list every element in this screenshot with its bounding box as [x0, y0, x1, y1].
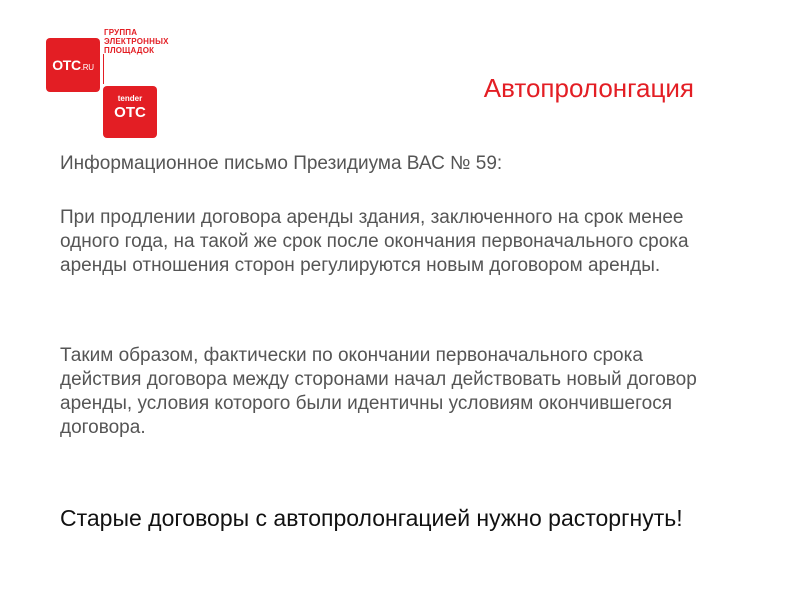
otc-ru-logo — [46, 38, 100, 92]
tender-logo-small: tender — [117, 94, 143, 103]
tender-otc-logo — [103, 86, 157, 138]
logo-group-line: ГРУППА — [104, 28, 138, 37]
explanation-paragraph: Таким образом, фактически по окончании первоначального срока действия договора между сторонами начал действовать новый договор аренды, условия которого были идентичны условиям окончившегося договора. — [60, 345, 697, 438]
logo-divider — [103, 54, 104, 84]
conclusion-text: Старые договоры с автопролонгацией нужно расторгнуть! — [60, 505, 683, 531]
logo-group-caption — [104, 28, 182, 55]
tender-logo-main: OTC — [114, 104, 146, 121]
logo-group-line: ПЛОЩАДОК — [104, 46, 155, 55]
company-logo — [46, 26, 176, 120]
otc-ru-logo-suffix: .RU — [80, 63, 94, 72]
slide-title: Автопролонгация — [483, 73, 694, 103]
rule-paragraph: При продлении договора аренды здания, заключенного на срок менее одного года, на такой же срок после окончания первоначального срока аренды отношения сторон регулируются новым договором аренды. — [60, 207, 689, 276]
logo-group-line: ЭЛЕКТРОННЫХ — [104, 37, 169, 46]
otc-ru-logo-main: OTC — [52, 57, 81, 73]
source-reference: Информационное письмо Президиума ВАС № 59: — [60, 153, 503, 174]
